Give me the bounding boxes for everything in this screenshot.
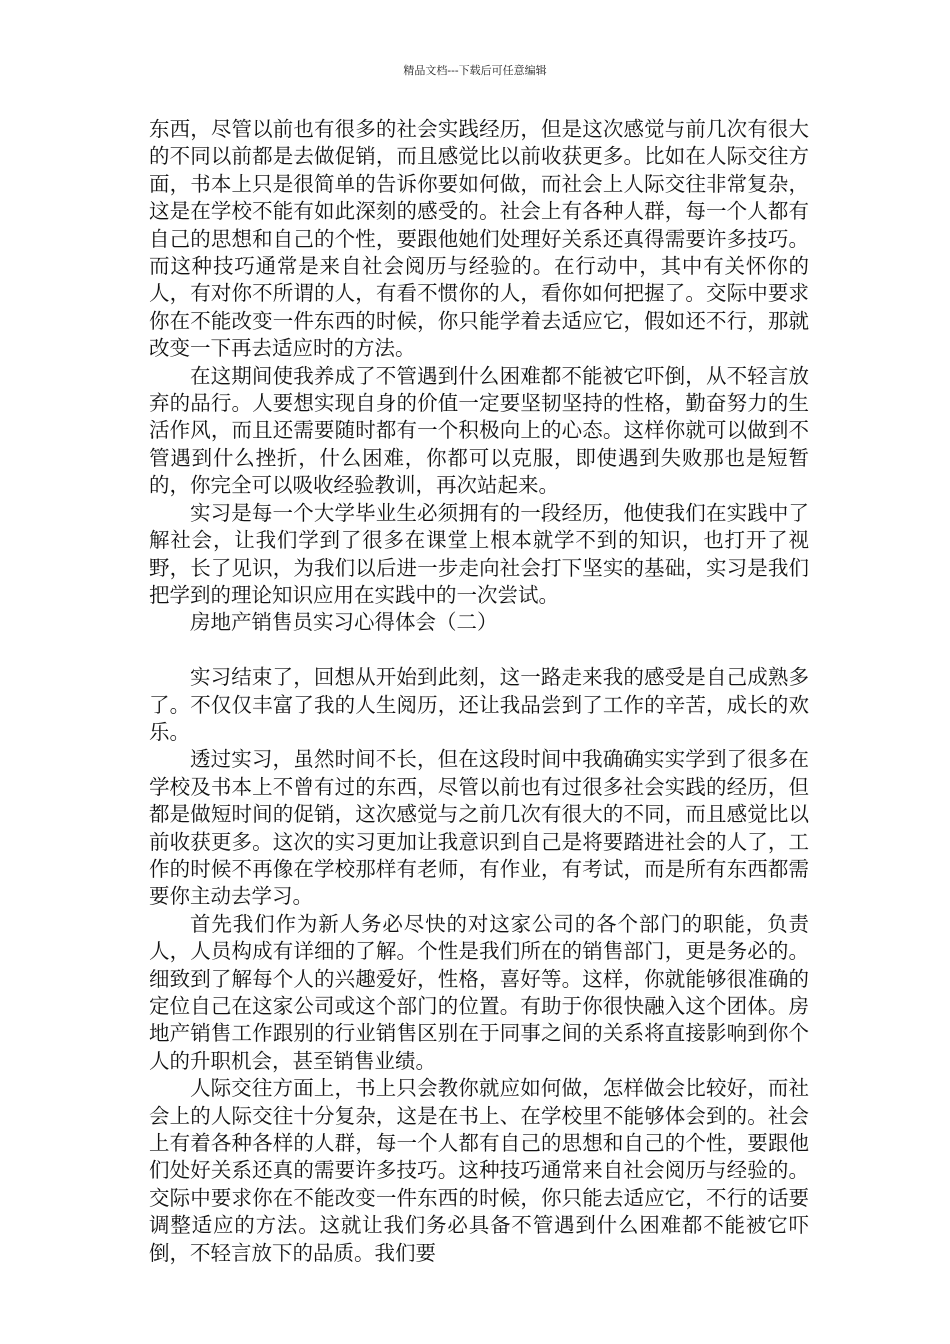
paragraph-internship-value: 实习是每一个大学毕业生必须拥有的一段经历，他使我们在实践中了解社会，让我们学到了很多在课堂上根本就学不到的知识，也打开了视野，长了见识，为我们以后进一步走向社会打下坚实的基础，实习是我们把学到的理论知识应用在实践中的一次尝试。	[149, 500, 809, 607]
paragraph-interpersonal: 人际交往方面上，书上只会教你就应如何做，怎样做会比较好，而社会上的人际交往十分复杂，这是在书上、在学校里不能够体会到的。社会上有着各种各样的人群，每一个人都有自己的思想和自己的个性，要跟他们处好关系还真的需要许多技巧。这种技巧通常来自社会阅历与经验的。交际中要求你在不能改变一件东西的时候，你只能去适应它，不行的话要调整适应的方法。这就让我们务必具备不管遇到什么困难都不能被它吓倒，不轻言放下的品质。我们要	[149, 1076, 809, 1265]
section-title: 房地产销售员实习心得体会（二）	[190, 610, 498, 635]
paragraph-departments: 首先我们作为新人务必尽快的对这家公司的各个部门的职能，负责人，人员构成有详细的了解。个性是我们所在的销售部门，更是务必的。细致到了解每个人的兴趣爱好，性格，喜好等。这样，你就能够很准确的定位自己在这家公司或这个部门的位置。有助于你很快融入这个团体。房地产销售工作跟别的行业销售区别在于同事之间的关系将直接影响到你个人的升职机会，甚至销售业绩。	[149, 911, 809, 1073]
paragraph-perseverance: 在这期间使我养成了不管遇到什么困难都不能被它吓倒，从不轻言放弃的品行。人要想实现自身的价值一定要坚韧坚持的性格，勤奋努力的生活作风，而且还需要随时都有一个积极向上的心态。这样你就可以做到不管遇到什么挫折，什么困难，你都可以克服，即使遇到失败那也是短暂的，你完全可以吸收经验教训，再次站起来。	[149, 363, 809, 498]
paragraph-continuation: 东西，尽管以前也有很多的社会实践经历，但是这次感觉与前几次有很大的不同以前都是去做促销，而且感觉比以前收获更多。比如在人际交往方面，书本上只是很简单的告诉你要如何做，而社会上人际交往非常复杂，这是在学校不能有如此深刻的感受的。社会上有各种人群，每一个人都有自己的思想和自己的个性，要跟他她们处理好关系还真得需要许多技巧。而这种技巧通常是来自社会阅历与经验的。在行动中，其中有关怀你的人，有对你不所谓的人，有看不惯你的人，看你如何把握了。交际中要求你在不能改变一件东西的时候，你只能学着去适应它，假如还不行，那就改变一下再去适应时的方法。	[149, 117, 809, 361]
paragraph-learning: 透过实习，虽然时间不长，但在这段时间中我确确实实学到了很多在学校及书本上不曾有过的东西，尽管以前也有过很多社会实践的经历，但都是做短时间的促销，这次感觉与之前几次有很大的不同，而且感觉比以前收获更多。这次的实习更加让我意识到自己是将要踏进社会的人了，工作的时候不再像在学校那样有老师，有作业，有考试，而是所有东西都需要你主动去学习。	[149, 747, 809, 909]
document-body	[149, 116, 809, 1267]
paragraph-conclusion: 实习结束了，回想从开始到此刻，这一路走来我的感受是自己成熟多了。不仅仅丰富了我的人生阅历，还让我品尝到了工作的辛苦，成长的欢乐。	[149, 665, 809, 744]
blank-line	[149, 637, 809, 664]
page-header: 精品文档---下载后可任意编辑	[403, 64, 547, 77]
